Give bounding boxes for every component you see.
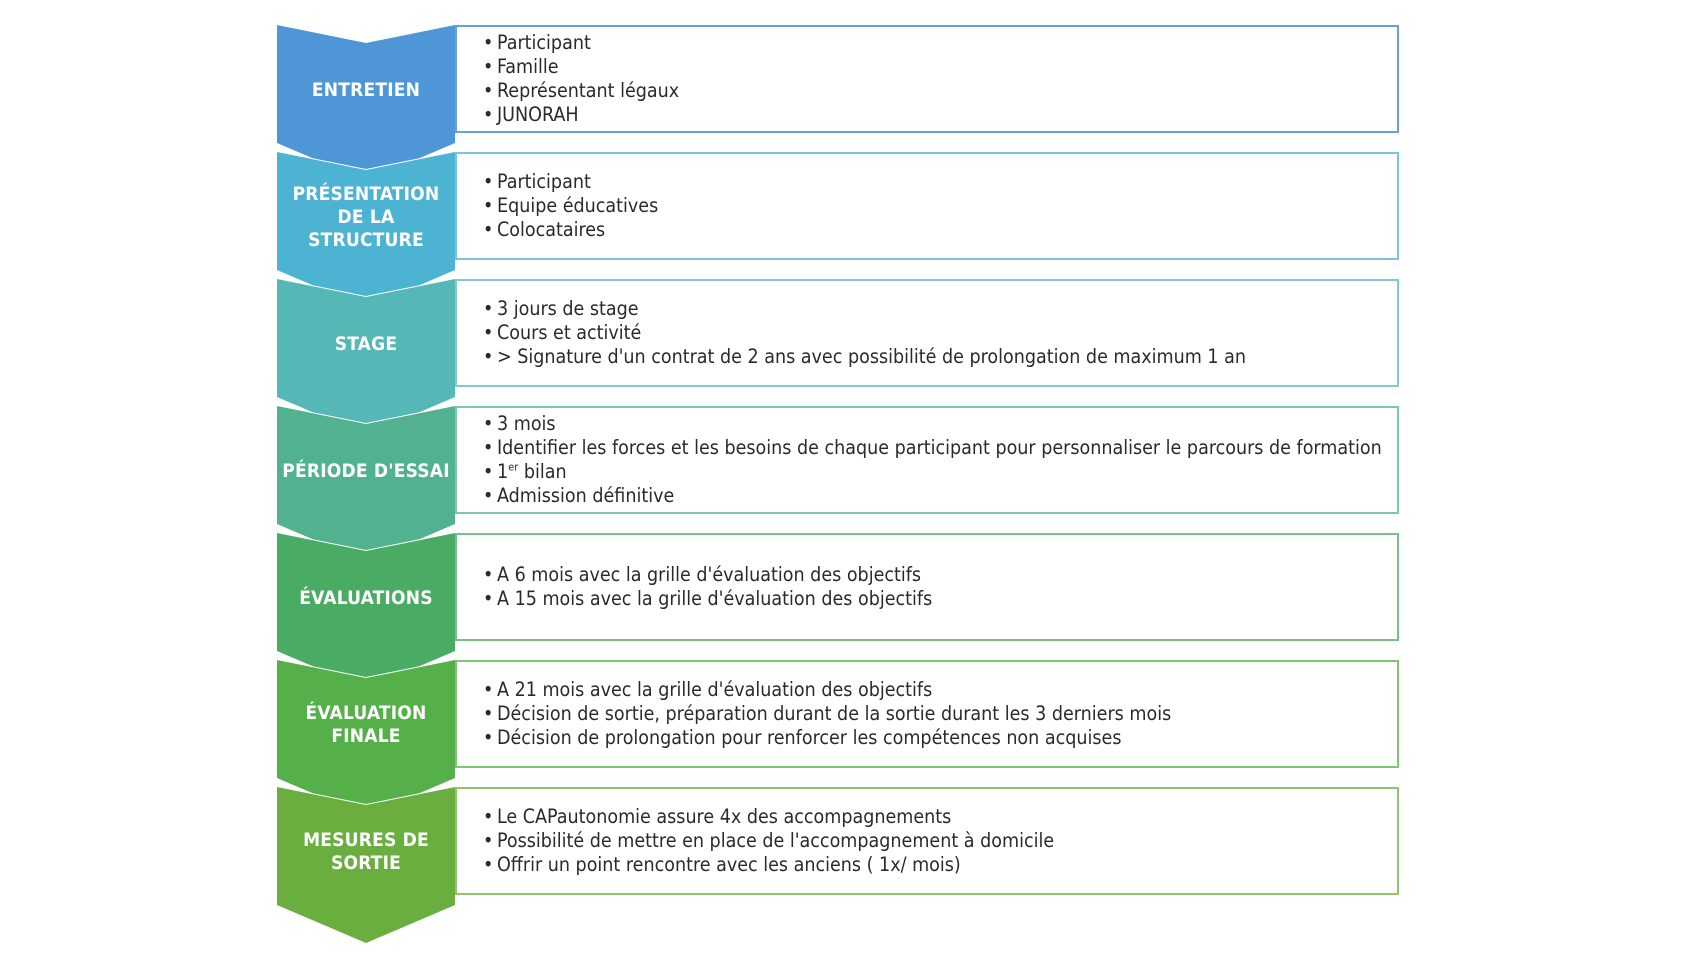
stage-item-text: JUNORAH	[497, 103, 579, 126]
stage-item-list	[483, 805, 1397, 877]
bullet-icon: •	[483, 170, 494, 193]
stage-label: PRÉSENTATION DE LA STRUCTURE	[292, 182, 440, 251]
stage-item-list	[483, 297, 1397, 369]
stage-item-list	[483, 170, 1397, 242]
stage-detail-box	[455, 660, 1399, 768]
stage-item-list	[483, 412, 1397, 508]
stage-label-container	[277, 43, 455, 137]
stage-detail-box	[455, 279, 1399, 387]
stage-item-text: A 21 mois avec la grille d'évaluation des objectifs	[497, 678, 933, 701]
stage-item	[483, 436, 1397, 460]
stage-item-text: > Signature d'un contrat de 2 ans avec possibilité de prolongation de maximum 1 an	[497, 345, 1246, 368]
stage-item	[483, 79, 1397, 103]
stage-item	[483, 678, 1397, 702]
stage-item	[483, 460, 1397, 484]
bullet-icon: •	[483, 726, 494, 749]
stage-detail-box	[455, 406, 1399, 514]
stage-item	[483, 297, 1397, 321]
stage-item	[483, 31, 1397, 55]
stage-item-text: Offrir un point rencontre avec les anciens ( 1x/ mois)	[497, 853, 961, 876]
bullet-icon: •	[483, 853, 494, 876]
bullet-icon: •	[483, 345, 494, 368]
bullet-icon: •	[483, 702, 494, 725]
bullet-icon: •	[483, 829, 494, 852]
bullet-icon: •	[483, 412, 494, 435]
stage-item	[483, 321, 1397, 345]
stage-detail-box	[455, 152, 1399, 260]
stage-item-list	[483, 678, 1397, 750]
stage-label-container	[277, 678, 455, 772]
stage-item	[483, 194, 1397, 218]
stage-item	[483, 55, 1397, 79]
stage-item	[483, 829, 1397, 853]
stage-item-text: Décision de prolongation pour renforcer les compétences non acquises	[497, 726, 1122, 749]
stage-detail-box	[455, 787, 1399, 895]
stage-item-list	[483, 563, 1397, 611]
stage-item-text: Identifier les forces et les besoins de chaque participant pour personnaliser le parcours de formation	[497, 436, 1382, 459]
stage-label: PÉRIODE D'ESSAI	[282, 459, 450, 482]
stage-item-text: Décision de sortie, préparation durant de la sortie durant les 3 derniers mois	[497, 702, 1172, 725]
stage-detail-box	[455, 25, 1399, 133]
stage-item-text: 3 jours de stage	[497, 297, 639, 320]
bullet-icon: •	[483, 103, 494, 126]
bullet-icon: •	[483, 484, 494, 507]
stage-item	[483, 726, 1397, 750]
stage-label-container	[277, 297, 455, 391]
stage-item	[483, 345, 1397, 369]
stage-item	[483, 484, 1397, 508]
stage-item	[483, 218, 1397, 242]
stage-item-text: Le CAPautonomie assure 4x des accompagnements	[497, 805, 952, 828]
stage-label: MESURES DE SORTIE	[303, 829, 429, 874]
stage-detail-box	[455, 533, 1399, 641]
stage-item-text: Représentant légaux	[497, 79, 680, 102]
stage-item-text: 1er bilan	[497, 460, 567, 483]
stage-item	[483, 853, 1397, 877]
stage-item	[483, 170, 1397, 194]
stage-item-text: A 6 mois avec la grille d'évaluation des objectifs	[497, 563, 922, 586]
bullet-icon: •	[483, 805, 494, 828]
stage-item	[483, 587, 1397, 611]
stage-item-text: Cours et activité	[497, 321, 642, 344]
bullet-icon: •	[483, 460, 494, 483]
bullet-icon: •	[483, 678, 494, 701]
stage-item-text: Famille	[497, 55, 559, 78]
stage-label: ÉVALUATION FINALE	[305, 702, 427, 747]
bullet-icon: •	[483, 55, 494, 78]
stage-label-container	[277, 805, 455, 899]
bullet-icon: •	[483, 436, 494, 459]
stage-item-text: Admission définitive	[497, 484, 675, 507]
bullet-icon: •	[483, 297, 494, 320]
bullet-icon: •	[483, 79, 494, 102]
bullet-icon: •	[483, 563, 494, 586]
stage-item-list	[483, 31, 1397, 127]
stage-item	[483, 702, 1397, 726]
stage-label: ENTRETIEN	[311, 78, 421, 101]
stage-item-text: Colocataires	[497, 218, 606, 241]
bullet-icon: •	[483, 194, 494, 217]
stage-item	[483, 805, 1397, 829]
stage-item-text: Participant	[497, 31, 591, 54]
stage-label-container	[277, 424, 455, 518]
stage-label-container	[277, 551, 455, 645]
stage-item-text: Equipe éducatives	[497, 194, 659, 217]
stage-label-container	[277, 170, 455, 264]
bullet-icon: •	[483, 218, 494, 241]
stage-label: STAGE	[334, 332, 398, 355]
stage-item-text: Participant	[497, 170, 591, 193]
stage-item-text: A 15 mois avec la grille d'évaluation des objectifs	[497, 587, 933, 610]
stage-item	[483, 412, 1397, 436]
stage-label: ÉVALUATIONS	[299, 586, 433, 609]
stage-item	[483, 103, 1397, 127]
bullet-icon: •	[483, 31, 494, 54]
stage-item-text: 3 mois	[497, 412, 556, 435]
stage-item-text: Possibilité de mettre en place de l'accompagnement à domicile	[497, 829, 1055, 852]
stage-item	[483, 563, 1397, 587]
bullet-icon: •	[483, 321, 494, 344]
bullet-icon: •	[483, 587, 494, 610]
